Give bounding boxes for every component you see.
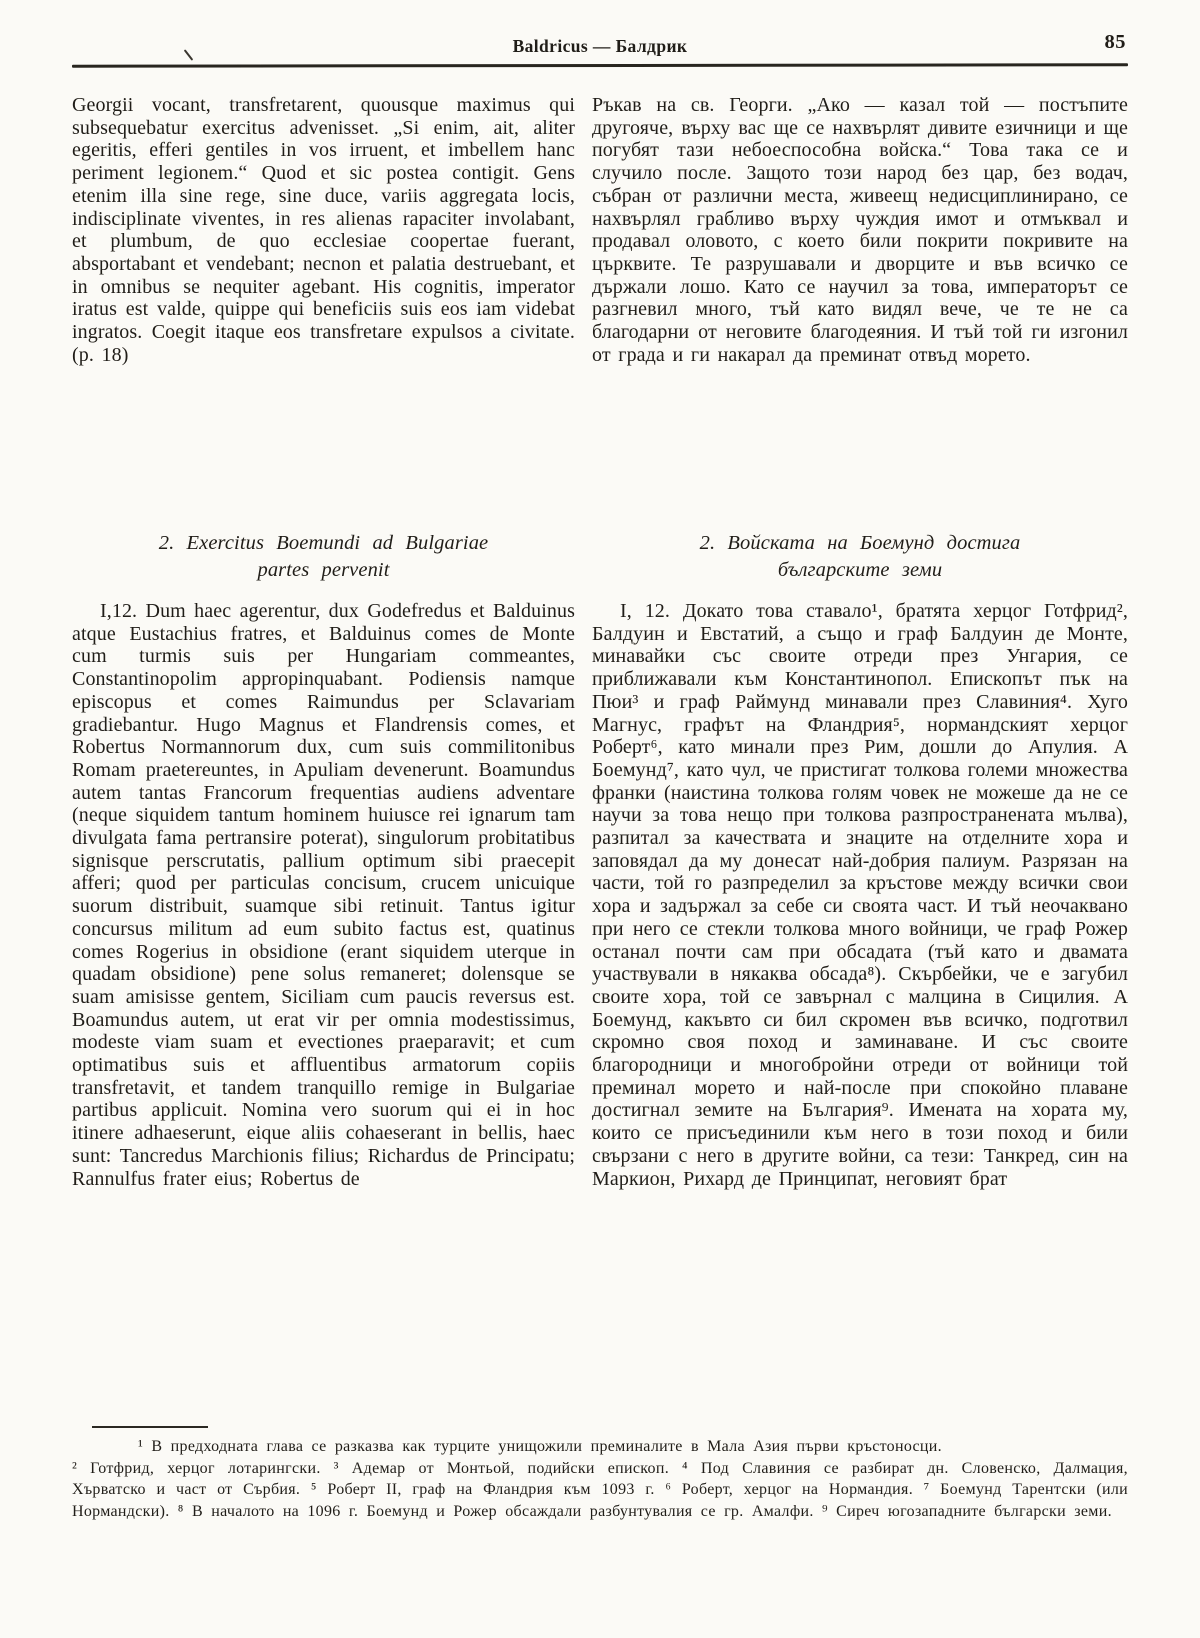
running-title: Baldricus — Балдрик (512, 36, 688, 56)
latin-section-heading (72, 530, 575, 584)
bulgarian-paragraph-2: I, 12. Докато това ставало¹, братята херцог Готфрид², Балдуин и Евстатий, а също и граф Балдуин де Монте, минавайки със своите отреди през Унгария, се приближавали към Константинопол. Епископът пък на Пюи³ и граф Раймунд минавали през Славиния⁴. Хуго Магнус, графът на Фландрия⁵, нормандският херцог Роберт⁶, като минали през Рим, дошли до Апулия. А Боемунд⁷, като чул, че пристигат толкова големи множества франки (наистина толкова голям човек не можеше да не се научи за това нещо при толкова разпространената мълва), разпитал за качествата и знаците на отделните хора и заповядал да му донесат най-добрия палиум. Разрязан на части, той го разпределил за кръстове между всички свои хора и задържал за себе си своята част. И тъй неочаквано при него се стекли толкова много войници, че граф Рожер останал почти сам при обсадата (тъй като и двамата участвували в някаква обсада⁸). Скърбейки, че е загубил своите хора, той се завърнал с малцина в Сицилия. А Боемунд, какъвто си бил скромен във всичко, подготвил скромно своя поход и заминаване. И със своите благородници и многобройни отреди от войници той преминал морето и най-после при спокойно плаване достигнал земите на България⁹. Имената на хората му, които се присъединили към него в този поход и били свързани с него в другите войни, са тези: Танкред, син на Маркион, Рихард де Принципат, неговият брат (592, 600, 1128, 1190)
bulgarian-paragraph-continuation: Ръкав на св. Георги. „Ако — казал той — постъпите другояче, върху вас ще се нахвърлят дивите езичници и ще погубят тази небоеспособна войска.“ Това така се и случило после. Защото този народ без цар, без водач, събран от различни места, живеещ недисциплинирано, се нахвърлял грабливо върху чуждия имот и отмъквал и продавал оловото, с което били покрити покривите на църквите. Те разрушавали и дворците и във всичко се държали лошо. Като се научил за това, императорът се разгневил много, тъй като видял вече, че те не са благодарни от неговите благодеяния. И тъй той ги изгонил от града и ги накарал да преминат отвъд морето. (592, 94, 1128, 366)
latin-heading-line2: partes pervenit (257, 559, 390, 581)
bulgarian-column (592, 94, 1128, 1348)
footnote-rule (92, 1426, 208, 1428)
footnotes-2-9: ² Готфрид, херцог лотарингски. ³ Адемар от Монтьой, подийски епископ. ⁴ Под Славиния се разбират дн. Словенско, Далмация, Хърватско и част от Сърбия. ⁵ Роберт II, граф на Фландрия към 1093 г. ⁶ Роберт, херцог на Нормандия. ⁷ Боемунд Тарентски (или Нормандски). ⁸ В началото на 1096 г. Боемунд и Рожер обсаждали разбунтувалия се гр. Амалфи. ⁹ Сиреч югозападните български земи. (72, 1459, 1128, 1520)
footnote-1: ¹ В предходната глава се разказва как турците унищожили преминалите в Мала Азия първи кръстоносци. (138, 1438, 942, 1455)
latin-paragraph-2: I,12. Dum haec agerentur, dux Godefredus et Balduinus atque Eustachius fratres, et Balduinus comes de Monte cum turmis suis per Hungariam commeantes, Constantinopolim appropinquabant. Podiensis namque episcopus et comes Raimundus per Sclavariam gradiebantur. Hugo Magnus et Flandrensis comes, et Robertus Normannorum dux, cum suis commilitonibus Romam praetereuntes, in Apuliam devenerunt. Boamundus autem tantas Francorum frequentias audiens adventare (neque siquidem tantum hominem huiusce rei ignarum tam divulgata fama pertransire poterat), singulorum probitatibus signisque perscrutatis, pallium optimum sibi praecepit afferi; quod per particulas concisum, crucem unicuique suorum distribuit, suamque sibi retinuit. Tantus igitur concursus militum ad eum subito factus est, quatinus comes Rogerius in obsidione (erant siquidem uterque in quadam obsidione) pene solus remaneret; dolensque se suam amisisse gentem, Siciliam cum paucis reversus est. Boamundus autem, ut erat vir per omnia modestissimus, modeste viam suam et evectiones praeparavit; et cum optimatibus suis et affluentibus armatorum copiis transfretavit, et tandem tranquillo remige in Bulgariae partibus applicuit. Nomina vero suorum qui ei in hoc itinere adhaeserunt, eique aliis cohaeserant in bellis, haec sunt: Tancredus Marchionis filius; Richardus de Principatu; Rannulfus frater eius; Robertus de (72, 600, 575, 1190)
latin-heading-line1: 2. Exercitus Boemundi ad Bulgariae (158, 532, 489, 554)
text-columns (72, 94, 1128, 1348)
bulgarian-heading-line2: българските земи (777, 559, 943, 581)
footnotes (72, 1436, 1128, 1522)
bulgarian-section-heading (592, 530, 1128, 584)
page-number: 85 (1104, 31, 1126, 53)
header-rule (72, 63, 1128, 67)
page-header (72, 30, 1128, 62)
bulgarian-heading-line1: 2. Войската на Боемунд достига (699, 532, 1021, 554)
latin-paragraph-continuation: Georgii vocant, transfretarent, quousque maximus qui subsequebatur exercitus advenisset. „Si enim, ait, aliter egeritis, efferi gentiles in vos irruent, et imbellem hanc periment legionem.“ Quod et sic postea contigit. Gens etenim illa sine rege, sine duce, variis aggregata locis, indisciplinate viventes, in res alienas rapaciter involabant, et plumbum, de quo ecclesiae coopertae fuerant, absportabant et vendebant; necnon et palatia destruebant, et in omnibus se nequiter agebant. His cognitis, imperator iratus est valde, quippe qui beneficiis suis eos iam videbat ingratos. Coegit itaque eos transfretare expulsos a civitate. (p. 18) (72, 94, 575, 366)
latin-column (72, 94, 575, 1348)
